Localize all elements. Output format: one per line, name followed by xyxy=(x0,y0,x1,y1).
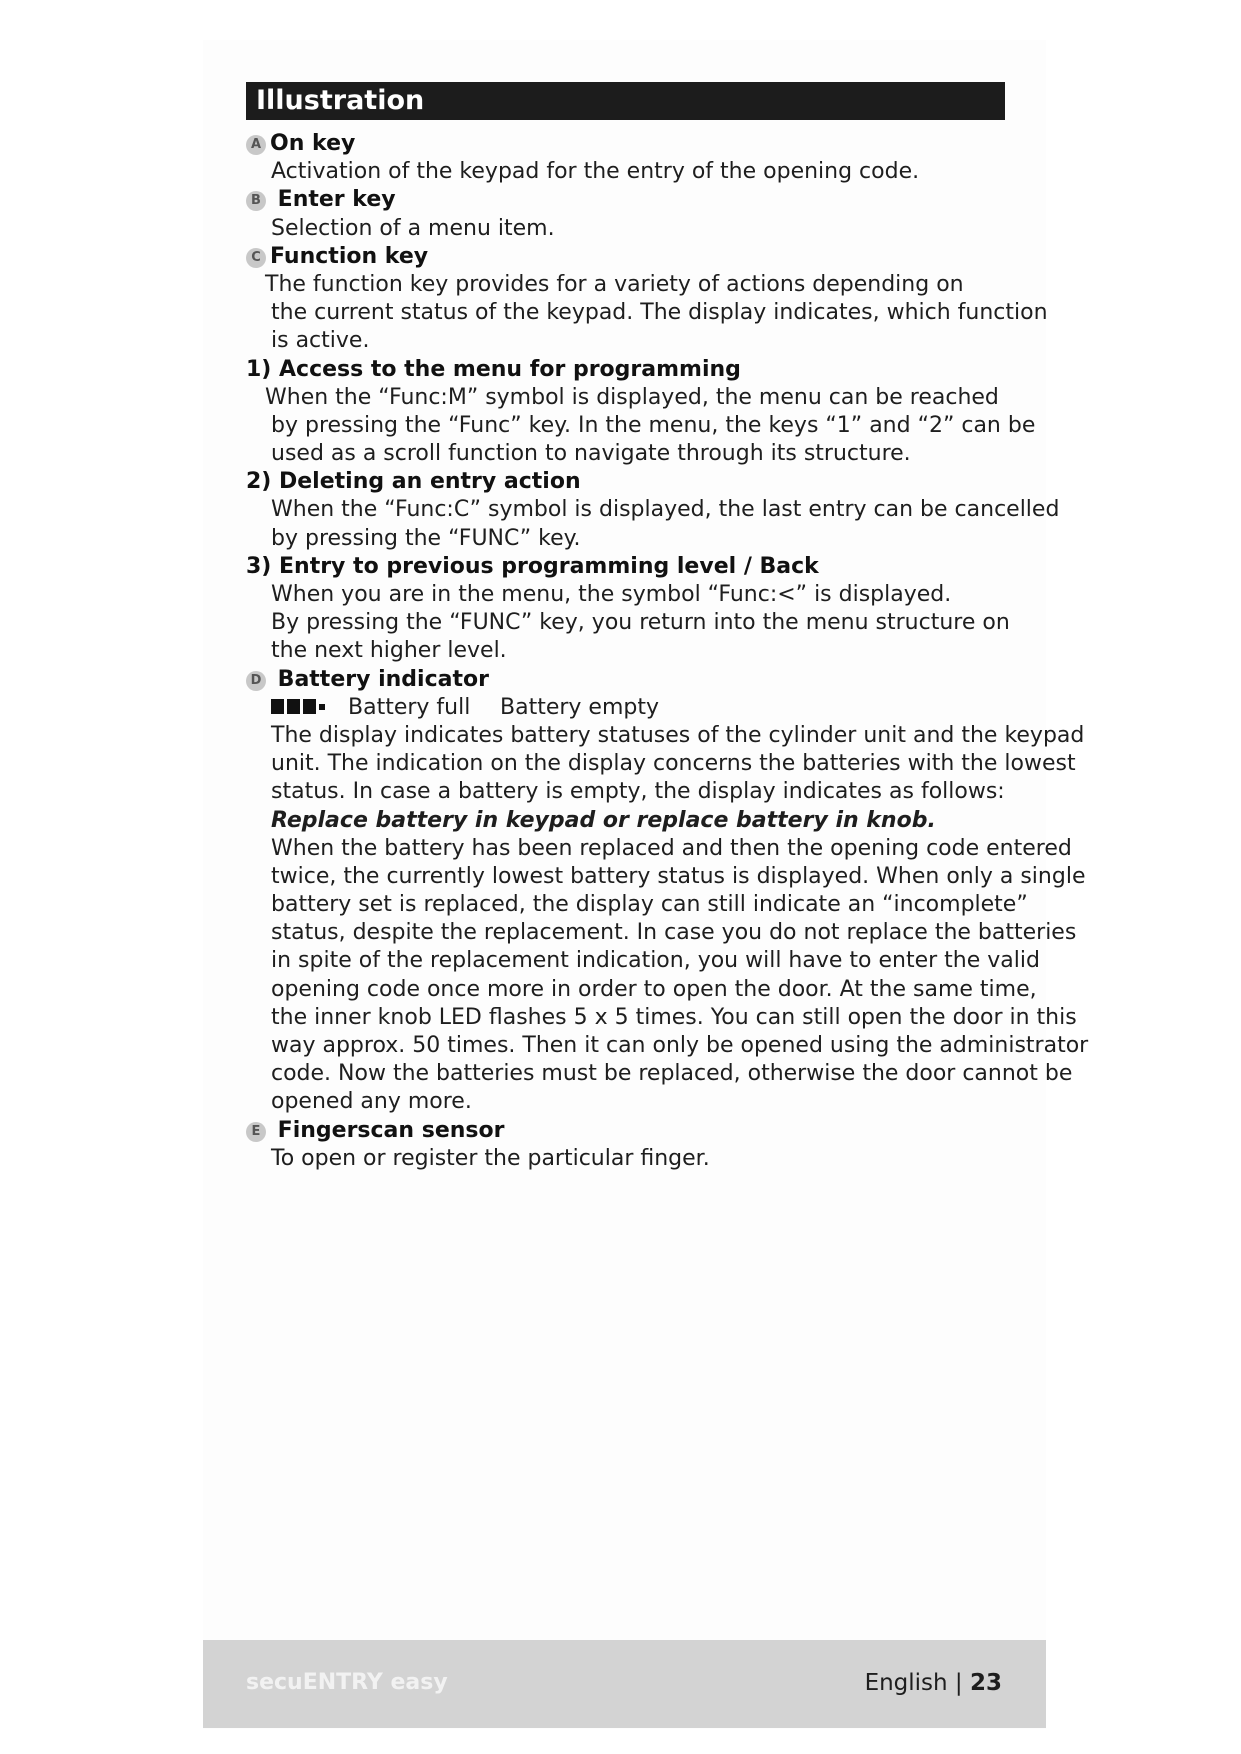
battery-text-2: unit. The indication on the display concerns the batteries with the lowest xyxy=(271,751,1076,777)
function-2-text-2: by pressing the “FUNC” key. xyxy=(271,525,581,551)
function-key-title: Function key xyxy=(270,243,429,269)
content xyxy=(246,130,1089,1173)
badge-e: E xyxy=(246,1122,266,1142)
footer-language: English | xyxy=(864,1670,970,1696)
function-2-heading xyxy=(246,468,1016,496)
badge-c: C xyxy=(246,248,266,268)
function-1-text-1: When the “Func:M” symbol is displayed, the menu can be reached xyxy=(265,384,999,410)
item-enter-key-heading xyxy=(246,186,1016,214)
function-3-text-1: When you are in the menu, the symbol “Func:<” is displayed. xyxy=(271,582,952,607)
function-3-text-3: the next higher level. xyxy=(271,638,507,664)
battery-text-13: opened any more. xyxy=(271,1089,472,1115)
function-3-title: Entry to previous programming level / Back xyxy=(279,553,819,579)
badge-a: A xyxy=(246,135,266,155)
function-3-heading xyxy=(246,553,1016,581)
fingerscan-sensor-title: Fingerscan sensor xyxy=(277,1117,505,1143)
battery-legend xyxy=(246,694,1016,722)
footer-page-number: 23 xyxy=(969,1670,1002,1696)
function-key-text-1: The function key provides for a variety of actions depending on xyxy=(265,271,964,297)
function-2-title: Deleting an entry action xyxy=(279,469,581,495)
battery-full-icon xyxy=(271,694,328,722)
battery-indicator-title: Battery indicator xyxy=(277,666,489,692)
page-footer xyxy=(203,1640,1046,1728)
function-1-heading xyxy=(246,356,1016,384)
function-2-number: 2) xyxy=(246,469,272,495)
section-title: Illustration xyxy=(246,82,1005,120)
battery-indicator-heading xyxy=(246,666,1016,694)
battery-text-12: code. Now the batteries must be replaced, otherwise the door cannot be xyxy=(271,1061,1073,1087)
function-1-title: Access to the menu for programming xyxy=(279,356,741,382)
battery-text-3: status. In case a battery is empty, the display indicates as follows: xyxy=(271,779,1005,805)
function-3-text-2: By pressing the “FUNC” key, you return into the menu structure on xyxy=(271,610,1010,636)
battery-text-10: the inner knob LED flashes 5 x 5 times. You can still open the door in this xyxy=(271,1004,1077,1030)
item-function-key-heading xyxy=(246,243,1016,271)
item-on-key-heading xyxy=(246,130,1016,158)
battery-text-6: battery set is replaced, the display can still indicate an “incomplete” xyxy=(271,892,1028,918)
function-1-text-2: by pressing the “Func” key. In the menu, the keys “1” and “2” can be xyxy=(271,412,1036,438)
function-3-number: 3) xyxy=(246,553,272,579)
battery-text-1: The display indicates battery statuses of the cylinder unit and the keypad xyxy=(271,722,1085,748)
on-key-text: Activation of the keypad for the entry of the opening code. xyxy=(271,159,920,185)
function-1-text-3: used as a scroll function to navigate through its structure. xyxy=(271,441,911,467)
enter-key-title: Enter key xyxy=(277,187,396,213)
battery-full-label: Battery full xyxy=(348,694,471,720)
function-key-text-2: the current status of the keypad. The display indicates, which function xyxy=(271,300,1048,326)
fingerscan-sensor-text: To open or register the particular finger. xyxy=(271,1145,710,1171)
badge-d: D xyxy=(246,671,266,691)
footer-product-name: secuENTRY easy xyxy=(246,1670,448,1695)
footer-page-info xyxy=(865,1670,1002,1696)
battery-text-7: status, despite the replacement. In case you do not replace the batteries xyxy=(271,920,1077,946)
enter-key-text: Selection of a menu item. xyxy=(271,215,555,241)
battery-text-9: opening code once more in order to open the door. At the same time, xyxy=(271,976,1037,1002)
battery-empty-label: Battery empty xyxy=(500,694,659,720)
battery-replace-message: Replace battery in keypad or replace battery in knob. xyxy=(271,807,936,833)
fingerscan-sensor-heading xyxy=(246,1117,1016,1145)
battery-text-5: twice, the currently lowest battery status is displayed. When only a single xyxy=(271,863,1086,889)
function-key-text-3: is active. xyxy=(271,328,370,354)
function-1-number: 1) xyxy=(246,356,272,382)
badge-b: B xyxy=(246,191,266,211)
battery-text-4: When the battery has been replaced and then the opening code entered xyxy=(271,835,1072,861)
battery-text-8: in spite of the replacement indication, you will have to enter the valid xyxy=(271,948,1040,974)
on-key-title: On key xyxy=(270,131,356,156)
battery-text-11: way approx. 50 times. Then it can only be opened using the administrator xyxy=(271,1033,1089,1058)
function-2-text-1: When the “Func:C” symbol is displayed, the last entry can be cancelled xyxy=(271,497,1060,523)
